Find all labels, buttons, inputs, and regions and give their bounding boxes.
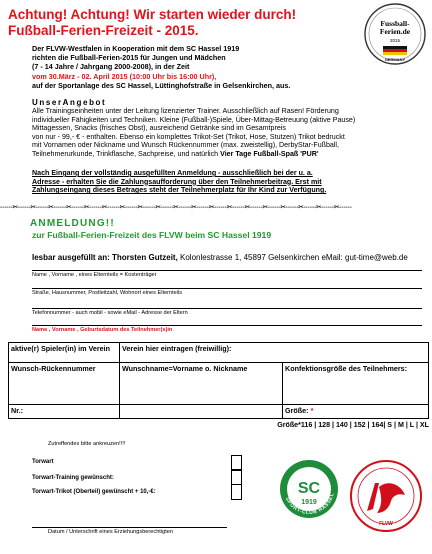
- fussball-ferien-logo: [363, 2, 427, 66]
- checkbox-torwart-trikot[interactable]: [231, 484, 242, 500]
- svg-text:Fussball-: Fussball-: [380, 19, 410, 28]
- svg-text:Ferien.de: Ferien.de: [379, 27, 411, 36]
- child-field-line[interactable]: [32, 325, 422, 326]
- option-torwart-trikot: Torwart-Trikot (Oberteil) gewünscht + 10,-€:: [32, 489, 156, 495]
- svg-text:FLVW: FLVW: [379, 521, 393, 527]
- table-cell-rueckennummer-label: Wunsch-Rückennummer: [9, 363, 120, 405]
- signature-label: Datum / Unterschrift eines Erziehungsberechtigten: [48, 529, 173, 535]
- phone-field-line[interactable]: [32, 308, 422, 309]
- street-field-line[interactable]: [32, 288, 422, 289]
- title-line-2: Fußball-Ferien-Freizeit - 2015.: [8, 23, 199, 38]
- intro-line: (7 - 14 Jahre / Jahrgang 2000-2008), in der Zeit: [32, 62, 190, 72]
- payment-note: Nach Eingang der vollständig ausgefüllten Anmeldung - ausschließlich bei der u. a. Adresse - erhalten Sie die Zahlungsaufforderung über den Teilnehmerbeitrag. Erst mit Zahlungseingang dieses Betrages steht der Teilnehmerplatz für Ihr Kind zur Verfügung.: [32, 169, 327, 195]
- angebot-line: von nur - 99,- € - enthalten. Ebenso ein komplettes Trikot-Set (Trikot, Hose, Stutzen) Trikot bedruckt: [32, 132, 345, 141]
- table-cell-groesse-label[interactable]: Konfektionsgröße des Teilnehmers:: [283, 363, 429, 405]
- name-field-label: Name , Vorname , eines Elternteils = Kostenträger: [32, 272, 157, 278]
- checkbox-torwart-training[interactable]: [231, 469, 242, 485]
- angebot-text: [32, 107, 427, 159]
- flvw-logo: [349, 459, 423, 533]
- angebot-line: mit Vornamen oder Nickname und Wunsch Rückennummer (max. zweistellig), DerbyStar-Fußball,: [32, 141, 339, 150]
- intro-line: Der FLVW-Westfalen in Kooperation mit dem SC Hassel 1919: [32, 44, 240, 53]
- table-cell-name-input[interactable]: [120, 405, 283, 419]
- phone-field-label: Telefonnummer - auch mobil - sowie eMail - Adresse der Eltern: [32, 310, 188, 316]
- option-torwart-training: Torwart-Training gewünscht:: [32, 475, 114, 481]
- table-cell-groesse-input[interactable]: Größe: *: [283, 405, 429, 419]
- intro-line: auf der Sportanlage des SC Hassel, Lüttinghofstraße in Gelsenkirchen, aus.: [32, 80, 291, 90]
- anmeldung-subheading: zur Fußball-Ferien-Freizeit des FLVW beim SC Hassel 1919: [32, 230, 272, 240]
- svg-text:1919: 1919: [301, 499, 317, 506]
- size-options: Größe*116 | 128 | 140 | 152 | 164| S | M | L | XL: [277, 421, 429, 429]
- angebot-line: individueller Fähigkeiten und Techniken. Kleine (Fußball-)Spiele, Über-Mittag-Betreuung (aktive Pause): [32, 115, 356, 124]
- svg-text:2015: 2015: [389, 38, 401, 43]
- signature-line[interactable]: [32, 527, 227, 528]
- svg-text:SC: SC: [297, 480, 321, 497]
- table-cell-nr[interactable]: Nr.:: [9, 405, 120, 419]
- svg-text:GERMANY: GERMANY: [384, 57, 406, 62]
- table-cell-verein-label: aktive(r) Spieler(in) im Verein: [9, 343, 120, 363]
- participant-table: [8, 342, 429, 419]
- angebot-line: Alle Trainingseinheiten unter der Leitung lizenzierter Trainer. Ausschließlich auf Rasen! Förderung: [32, 107, 339, 115]
- street-field-label: Straße, Hausnummer, Postleitzahl, Wohnort eines Elternteils: [32, 290, 183, 296]
- options-hint: Zutreffendes bitte ankreuzen!!!!: [48, 441, 126, 447]
- cut-line-divider: ------✂------✂------✂------✂------✂------✂------✂------✂------✂------✂------✂------✂------✂------✂------✂------✂------✂------✂------✂------: [0, 204, 352, 211]
- title-line-1: Achtung! Achtung! Wir starten wieder durch!: [8, 7, 297, 22]
- section-heading-angebot: UnserAngebot: [32, 98, 107, 107]
- angebot-line: Mittagessen, Snacks (frisches Obst), ausreichend Getränke sind im Gesamtpreis: [32, 124, 286, 133]
- name-field-line[interactable]: [32, 270, 422, 271]
- intro-date-line: vom 30.März - 02. April 2015 (10:00 Uhr bis 16:00 Uhr),: [32, 71, 217, 81]
- child-field-label: Name , Vorname , Geburtsdatum des Teilnehmer(s)in: [32, 327, 173, 333]
- send-to-address: Iesbar ausgefüllt an: Thorsten Gutzeit, Kolonlestrasse 1, 45897 Gelsenkirchen eMail: gut-time@web.de: [32, 253, 408, 262]
- angebot-line: Teilnehmerurkunde, Trinkflasche, Sachpreise, und natürlich Vier Tage Fußball-Spaß 'PUR': [32, 149, 319, 158]
- table-cell-verein-input[interactable]: Verein hier eintragen (freiwillig):: [120, 343, 429, 363]
- table-cell-wunschname-label[interactable]: Wunschname=Vorname o. Nickname: [120, 363, 283, 405]
- svg-text:SPORT-CLUB HASSEL: SPORT-CLUB HASSEL: [283, 492, 336, 517]
- intro-line: richten die Fußball-Ferien-2015 für Jungen und Mädchen: [32, 53, 226, 63]
- option-torwart: Torwart: [32, 459, 54, 465]
- intro-block: [32, 44, 362, 90]
- anmeldung-heading: ANMELDUNG!!: [30, 218, 115, 229]
- sc-hassel-logo: [279, 459, 339, 519]
